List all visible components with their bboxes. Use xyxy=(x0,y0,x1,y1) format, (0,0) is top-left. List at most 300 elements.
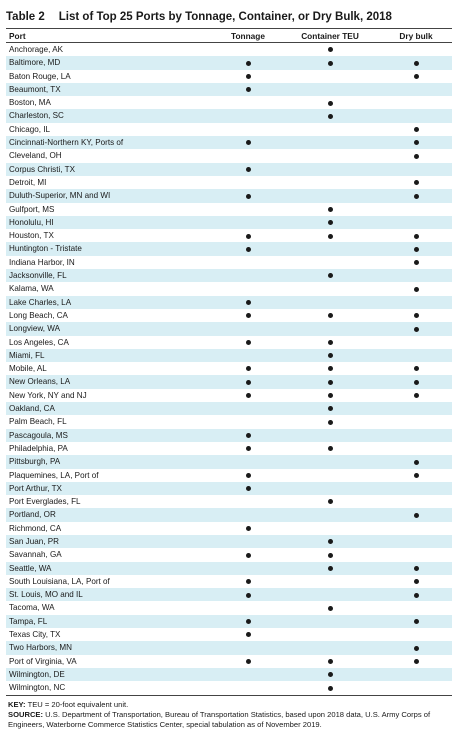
dry-bulk-cell xyxy=(380,123,452,136)
bullet-icon xyxy=(414,646,419,651)
container-teu-cell xyxy=(280,402,380,415)
tonnage-cell xyxy=(216,375,280,388)
table-row xyxy=(6,641,452,654)
bullet-icon xyxy=(246,486,251,491)
table-row xyxy=(6,615,452,628)
key-note xyxy=(8,700,452,710)
key-label: KEY: xyxy=(8,699,26,709)
port-name-cell: St. Louis, MO and IL xyxy=(6,588,216,601)
tonnage-cell xyxy=(216,216,280,229)
bullet-icon xyxy=(246,526,251,531)
bullet-icon xyxy=(328,61,333,66)
container-teu-cell xyxy=(280,601,380,614)
port-name-cell: Two Harbors, MN xyxy=(6,641,216,654)
dry-bulk-cell xyxy=(380,508,452,521)
dry-bulk-cell xyxy=(380,375,452,388)
port-name-cell: Cincinnati-Northern KY, Ports of xyxy=(6,136,216,149)
port-name-cell: Tacoma, WA xyxy=(9,603,55,613)
table-row xyxy=(6,681,452,695)
port-name-cell: Beaumont, TX xyxy=(6,83,216,96)
port-name-cell: Corpus Christi, TX xyxy=(6,163,216,176)
port-name-cell: Los Angeles, CA xyxy=(9,337,69,347)
table-row xyxy=(6,628,452,641)
bullet-icon xyxy=(414,194,419,199)
bullet-icon xyxy=(246,473,251,478)
port-name-cell: Long Beach, CA xyxy=(9,310,68,320)
dry-bulk-cell xyxy=(380,96,452,109)
container-teu-cell xyxy=(280,655,380,668)
tonnage-cell xyxy=(216,548,280,561)
port-name-cell: Boston, MA xyxy=(9,98,51,108)
bullet-icon xyxy=(246,313,251,318)
ports-table xyxy=(6,29,452,696)
dry-bulk-cell xyxy=(380,203,452,216)
container-teu-cell xyxy=(280,216,380,229)
container-teu-cell xyxy=(280,628,380,641)
tonnage-cell xyxy=(216,70,280,83)
container-teu-cell xyxy=(280,322,380,335)
container-teu-cell xyxy=(280,548,380,561)
port-name-cell: Chicago, IL xyxy=(9,124,50,134)
container-teu-cell xyxy=(280,681,380,695)
container-teu-cell xyxy=(280,56,380,69)
port-name-cell: Seattle, WA xyxy=(6,562,216,575)
table-caption xyxy=(6,6,452,28)
container-teu-cell xyxy=(280,296,380,309)
port-name-cell: Longview, WA xyxy=(6,322,216,335)
table-row xyxy=(6,482,452,495)
dry-bulk-cell xyxy=(380,495,452,508)
dry-bulk-cell xyxy=(380,256,452,269)
tonnage-cell xyxy=(216,163,280,176)
bullet-icon xyxy=(414,247,419,252)
container-teu-cell xyxy=(280,43,380,57)
key-text: TEU = 20-foot equivalent unit. xyxy=(27,699,129,709)
bullet-icon xyxy=(328,659,333,664)
port-name-cell: Lake Charles, LA xyxy=(6,296,216,309)
bullet-icon xyxy=(328,446,333,451)
tonnage-cell xyxy=(216,83,280,96)
port-name-cell: Gulfport, MS xyxy=(9,204,55,214)
table-row xyxy=(6,562,452,575)
bullet-icon xyxy=(414,659,419,664)
bullet-icon xyxy=(246,194,251,199)
bullet-icon xyxy=(328,234,333,239)
dry-bulk-cell xyxy=(380,601,452,614)
table-row xyxy=(6,415,452,428)
tonnage-cell xyxy=(216,309,280,322)
table-row xyxy=(6,522,452,535)
dry-bulk-cell xyxy=(380,70,452,83)
table-row xyxy=(6,43,452,57)
port-name-cell: Honolulu, HI xyxy=(6,216,216,229)
bullet-icon xyxy=(328,499,333,504)
container-teu-cell xyxy=(280,495,380,508)
footnotes xyxy=(6,700,452,730)
port-name-cell: Cleveland, OH xyxy=(9,151,62,161)
dry-bulk-cell xyxy=(380,482,452,495)
container-teu-cell xyxy=(280,96,380,109)
dry-bulk-cell xyxy=(380,615,452,628)
dry-bulk-cell xyxy=(380,322,452,335)
port-name-cell: Wilmington, NC xyxy=(9,683,66,693)
table-row xyxy=(6,136,452,149)
dry-bulk-cell xyxy=(380,282,452,295)
table-row xyxy=(6,322,452,335)
dry-bulk-cell xyxy=(380,136,452,149)
port-name-cell: Anchorage, AK xyxy=(9,45,63,54)
tonnage-cell xyxy=(216,482,280,495)
source-label: SOURCE: xyxy=(8,709,44,719)
container-teu-cell xyxy=(280,83,380,96)
bullet-icon xyxy=(328,207,333,212)
tonnage-cell xyxy=(216,389,280,402)
bullet-icon xyxy=(328,353,333,358)
table-row xyxy=(6,349,452,362)
bullet-icon xyxy=(328,553,333,558)
bullet-icon xyxy=(414,180,419,185)
tonnage-cell xyxy=(216,601,280,614)
header-dry-bulk: Dry bulk xyxy=(399,30,433,41)
dry-bulk-cell xyxy=(380,149,452,162)
bullet-icon xyxy=(414,234,419,239)
bullet-icon xyxy=(414,74,419,79)
container-teu-cell xyxy=(280,309,380,322)
tonnage-cell xyxy=(216,495,280,508)
dry-bulk-cell xyxy=(380,309,452,322)
container-teu-cell xyxy=(280,442,380,455)
tonnage-cell xyxy=(216,149,280,162)
port-name-cell: New York, NY and NJ xyxy=(9,390,87,400)
container-teu-cell xyxy=(280,123,380,136)
port-name-cell: Indiana Harbor, IN xyxy=(9,257,75,267)
bullet-icon xyxy=(414,473,419,478)
table-row xyxy=(6,242,452,255)
port-name-cell: Pascagoula, MS xyxy=(6,429,216,442)
port-name-cell: San Juan, PR xyxy=(6,535,216,548)
dry-bulk-cell xyxy=(380,668,452,681)
table-row xyxy=(6,269,452,282)
dry-bulk-cell xyxy=(380,389,452,402)
table-row xyxy=(6,83,452,96)
container-teu-cell xyxy=(280,429,380,442)
tonnage-cell xyxy=(216,588,280,601)
table-row xyxy=(6,309,452,322)
bullet-icon xyxy=(414,619,419,624)
bullet-icon xyxy=(328,101,333,106)
port-name-cell: Baltimore, MD xyxy=(6,56,216,69)
table-title: List of Top 25 Ports by Tonnage, Container, or Dry Bulk, 2018 xyxy=(58,11,392,23)
bullet-icon xyxy=(414,366,419,371)
port-name-cell: Richmond, CA xyxy=(9,523,62,533)
bullet-icon xyxy=(328,566,333,571)
table-header-row xyxy=(6,29,452,43)
dry-bulk-cell xyxy=(380,455,452,468)
container-teu-cell xyxy=(280,136,380,149)
table-row xyxy=(6,216,452,229)
tonnage-cell xyxy=(216,123,280,136)
port-name-cell: Tampa, FL xyxy=(6,615,216,628)
container-teu-cell xyxy=(280,109,380,122)
tonnage-cell xyxy=(216,455,280,468)
port-name-cell: New Orleans, LA xyxy=(6,375,216,388)
bullet-icon xyxy=(328,393,333,398)
bullet-icon xyxy=(246,393,251,398)
table-row xyxy=(6,163,452,176)
tonnage-cell xyxy=(216,349,280,362)
bullet-icon xyxy=(328,420,333,425)
tonnage-cell xyxy=(216,442,280,455)
table-row xyxy=(6,548,452,561)
container-teu-cell xyxy=(280,575,380,588)
bullet-icon xyxy=(246,632,251,637)
tonnage-cell xyxy=(216,296,280,309)
port-name-cell: Charleston, SC xyxy=(6,109,216,122)
table-row xyxy=(6,362,452,375)
container-teu-cell xyxy=(280,242,380,255)
table-number: Table 2 xyxy=(6,11,45,23)
tonnage-cell xyxy=(216,203,280,216)
tonnage-cell xyxy=(216,189,280,202)
header-container-teu: Container TEU xyxy=(301,30,359,41)
dry-bulk-cell xyxy=(380,562,452,575)
port-name-cell: South Louisiana, LA, Port of xyxy=(9,576,110,586)
bullet-icon xyxy=(246,167,251,172)
tonnage-cell xyxy=(216,43,280,57)
container-teu-cell xyxy=(280,482,380,495)
container-teu-cell xyxy=(280,362,380,375)
table-row xyxy=(6,56,452,69)
bullet-icon xyxy=(246,579,251,584)
table-row xyxy=(6,203,452,216)
dry-bulk-cell xyxy=(380,269,452,282)
dry-bulk-cell xyxy=(380,588,452,601)
dry-bulk-cell xyxy=(380,349,452,362)
bullet-icon xyxy=(414,287,419,292)
table-row xyxy=(6,256,452,269)
bullet-icon xyxy=(246,593,251,598)
dry-bulk-cell xyxy=(380,216,452,229)
container-teu-cell xyxy=(280,375,380,388)
tonnage-cell xyxy=(216,535,280,548)
bullet-icon xyxy=(328,672,333,677)
bullet-icon xyxy=(328,47,333,52)
bullet-icon xyxy=(414,154,419,159)
bullet-icon xyxy=(328,686,333,691)
container-teu-cell xyxy=(280,70,380,83)
container-teu-cell xyxy=(280,562,380,575)
container-teu-cell xyxy=(280,668,380,681)
table-row xyxy=(6,429,452,442)
header-tonnage: Tonnage xyxy=(231,30,265,41)
tonnage-cell xyxy=(216,136,280,149)
table-row xyxy=(6,535,452,548)
dry-bulk-cell xyxy=(380,176,452,189)
bullet-icon xyxy=(246,247,251,252)
table-row xyxy=(6,70,452,83)
port-name-cell: Jacksonville, FL xyxy=(6,269,216,282)
table-row xyxy=(6,469,452,482)
tonnage-cell xyxy=(216,681,280,695)
tonnage-cell xyxy=(216,562,280,575)
container-teu-cell xyxy=(280,163,380,176)
bullet-icon xyxy=(246,234,251,239)
container-teu-cell xyxy=(280,508,380,521)
dry-bulk-cell xyxy=(380,109,452,122)
bullet-icon xyxy=(246,433,251,438)
port-name-cell: Port Arthur, TX xyxy=(6,482,216,495)
table-row xyxy=(6,123,452,136)
container-teu-cell xyxy=(280,336,380,349)
dry-bulk-cell xyxy=(380,429,452,442)
table-body xyxy=(6,43,452,696)
bullet-icon xyxy=(414,140,419,145)
table-row xyxy=(6,508,452,521)
bullet-icon xyxy=(328,313,333,318)
bullet-icon xyxy=(246,380,251,385)
bullet-icon xyxy=(414,593,419,598)
table-row xyxy=(6,442,452,455)
bullet-icon xyxy=(328,114,333,119)
tonnage-cell xyxy=(216,508,280,521)
dry-bulk-cell xyxy=(380,548,452,561)
container-teu-cell xyxy=(280,149,380,162)
bullet-icon xyxy=(328,340,333,345)
table-row xyxy=(6,96,452,109)
dry-bulk-cell xyxy=(380,83,452,96)
port-name-cell: Houston, TX xyxy=(9,231,54,241)
dry-bulk-cell xyxy=(380,655,452,668)
table-row xyxy=(6,389,452,402)
container-teu-cell xyxy=(280,282,380,295)
source-text: U.S. Department of Transportation, Bureau of Transportation Statistics, based upon 2018 data, U.S. Army Corps of Engineers, Waterborne Commerce Statistics Center, special tabulation as of November 2019. xyxy=(8,709,431,729)
bullet-icon xyxy=(246,553,251,558)
bullet-icon xyxy=(328,220,333,225)
tonnage-cell xyxy=(216,256,280,269)
table-row xyxy=(6,282,452,295)
tonnage-cell xyxy=(216,269,280,282)
table-row xyxy=(6,109,452,122)
container-teu-cell xyxy=(280,641,380,654)
table-row xyxy=(6,189,452,202)
port-name-cell: Port Everglades, FL xyxy=(9,497,81,507)
bullet-icon xyxy=(328,539,333,544)
port-name-cell: Oakland, CA xyxy=(6,402,216,415)
container-teu-cell xyxy=(280,415,380,428)
dry-bulk-cell xyxy=(380,43,452,57)
tonnage-cell xyxy=(216,229,280,242)
table-row xyxy=(6,296,452,309)
dry-bulk-cell xyxy=(380,641,452,654)
table-row xyxy=(6,588,452,601)
bullet-icon xyxy=(414,460,419,465)
tonnage-cell xyxy=(216,336,280,349)
dry-bulk-cell xyxy=(380,362,452,375)
container-teu-cell xyxy=(280,522,380,535)
port-name-cell: Kalama, WA xyxy=(9,284,54,294)
table-row xyxy=(6,229,452,242)
tonnage-cell xyxy=(216,242,280,255)
tonnage-cell xyxy=(216,176,280,189)
bullet-icon xyxy=(246,87,251,92)
dry-bulk-cell xyxy=(380,189,452,202)
bullet-icon xyxy=(328,366,333,371)
dry-bulk-cell xyxy=(380,336,452,349)
bullet-icon xyxy=(246,300,251,305)
table-row xyxy=(6,336,452,349)
dry-bulk-cell xyxy=(380,163,452,176)
dry-bulk-cell xyxy=(380,628,452,641)
tonnage-cell xyxy=(216,615,280,628)
table-row xyxy=(6,575,452,588)
bullet-icon xyxy=(414,566,419,571)
container-teu-cell xyxy=(280,256,380,269)
port-name-cell: Palm Beach, FL xyxy=(9,417,67,427)
bullet-icon xyxy=(328,273,333,278)
dry-bulk-cell xyxy=(380,415,452,428)
port-name-cell: Duluth-Superior, MN and WI xyxy=(6,189,216,202)
bullet-icon xyxy=(414,260,419,265)
bullet-icon xyxy=(246,74,251,79)
port-name-cell: Huntington - Tristate xyxy=(6,242,216,255)
bullet-icon xyxy=(414,513,419,518)
tonnage-cell xyxy=(216,469,280,482)
dry-bulk-cell xyxy=(380,575,452,588)
container-teu-cell xyxy=(280,269,380,282)
bullet-icon xyxy=(414,327,419,332)
bullet-icon xyxy=(414,61,419,66)
dry-bulk-cell xyxy=(380,402,452,415)
container-teu-cell xyxy=(280,615,380,628)
container-teu-cell xyxy=(280,389,380,402)
header-port: Port xyxy=(9,30,26,41)
bullet-icon xyxy=(246,61,251,66)
bullet-icon xyxy=(246,340,251,345)
port-name-cell: Savannah, GA xyxy=(9,550,62,560)
tonnage-cell xyxy=(216,655,280,668)
dry-bulk-cell xyxy=(380,56,452,69)
container-teu-cell xyxy=(280,455,380,468)
port-name-cell: Plaquemines, LA, Port of xyxy=(9,470,99,480)
tonnage-cell xyxy=(216,402,280,415)
port-name-cell: Pittsburgh, PA xyxy=(6,455,216,468)
port-name-cell: Baton Rouge, LA xyxy=(9,71,71,81)
container-teu-cell xyxy=(280,176,380,189)
tonnage-cell xyxy=(216,628,280,641)
bullet-icon xyxy=(414,579,419,584)
tonnage-cell xyxy=(216,362,280,375)
bullet-icon xyxy=(328,406,333,411)
tonnage-cell xyxy=(216,522,280,535)
port-name-cell: Port of Virginia, VA xyxy=(9,656,77,666)
bullet-icon xyxy=(246,140,251,145)
bullet-icon xyxy=(246,659,251,664)
port-name-cell: Detroit, MI xyxy=(9,177,47,187)
container-teu-cell xyxy=(280,588,380,601)
bullet-icon xyxy=(414,380,419,385)
table-row xyxy=(6,655,452,668)
bullet-icon xyxy=(414,127,419,132)
bullet-icon xyxy=(246,619,251,624)
tonnage-cell xyxy=(216,56,280,69)
dry-bulk-cell xyxy=(380,229,452,242)
bullet-icon xyxy=(246,446,251,451)
tonnage-cell xyxy=(216,575,280,588)
dry-bulk-cell xyxy=(380,522,452,535)
table-row xyxy=(6,668,452,681)
container-teu-cell xyxy=(280,349,380,362)
dry-bulk-cell xyxy=(380,296,452,309)
